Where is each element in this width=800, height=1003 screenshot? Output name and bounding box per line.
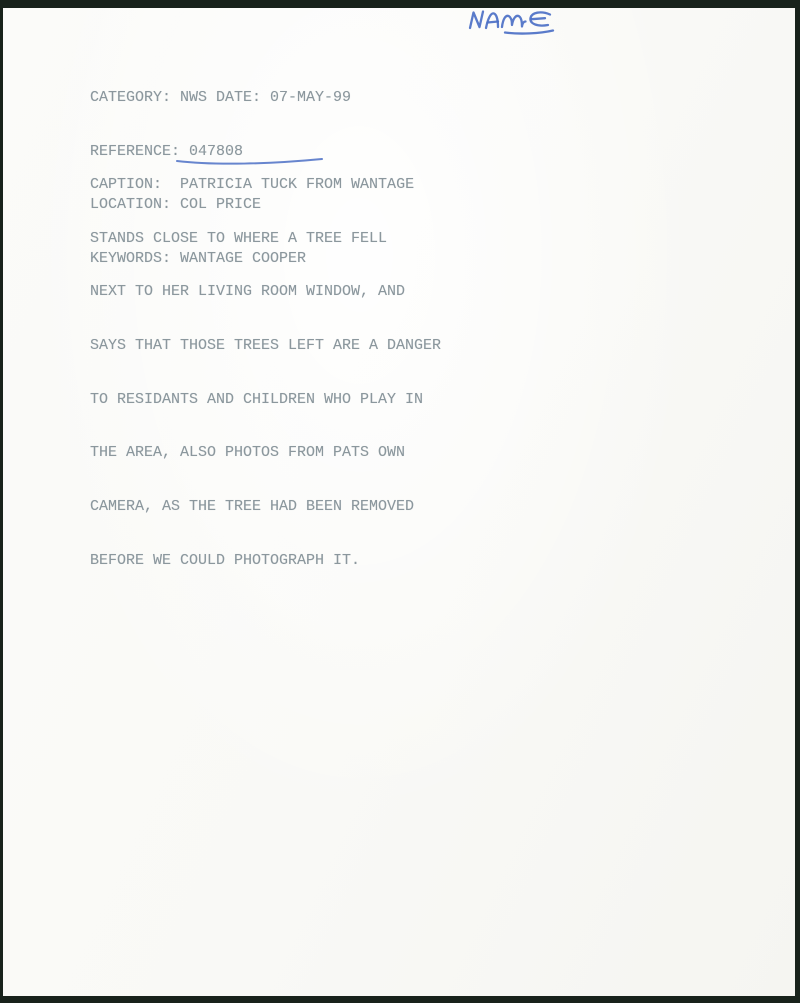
- category-line: CATEGORY: NWS DATE: 07-MAY-99: [90, 88, 352, 106]
- caption-first-line: [90, 176, 441, 194]
- pen-underline: [175, 155, 325, 167]
- handwriting-letter-a-crossbar: [488, 22, 499, 23]
- caption-person-name: PATRICIA TUCK: [180, 175, 298, 193]
- caption-block: [90, 140, 441, 606]
- keywords-line: KEYWORDS: WANTAGE COOPER: [90, 249, 307, 267]
- caption-label: CAPTION:: [90, 175, 181, 193]
- location-line: LOCATION: COL PRICE: [90, 196, 262, 214]
- handwriting-underline: [505, 31, 553, 34]
- reference-line: REFERENCE: 047808: [90, 142, 244, 160]
- caption-line: NEXT TO HER LIVING ROOM WINDOW, AND: [90, 283, 406, 301]
- caption-line: CAMERA, AS THE TREE HAD BEEN REMOVED: [90, 498, 415, 516]
- caption-line: TO RESIDANTS AND CHILDREN WHO PLAY IN: [90, 390, 424, 408]
- handwriting-letter-m: [502, 16, 526, 27]
- caption-line: BEFORE WE COULD PHOTOGRAPH IT.: [90, 551, 361, 569]
- handwritten-name-annotation: [465, 8, 560, 40]
- handwriting-letter-n: [470, 12, 483, 29]
- handwriting-letter-e-bar: [532, 18, 546, 19]
- caption-line: THE AREA, ALSO PHOTOS FROM PATS OWN: [90, 444, 406, 462]
- caption-first-line-rest: FROM WANTAGE: [297, 175, 415, 193]
- caption-line: STANDS CLOSE TO WHERE A TREE FELL: [90, 229, 388, 247]
- pen-underline-stroke: [177, 159, 322, 164]
- caption-line: SAYS THAT THOSE TREES LEFT ARE A DANGER: [90, 336, 442, 354]
- paper-sheet: [3, 8, 795, 996]
